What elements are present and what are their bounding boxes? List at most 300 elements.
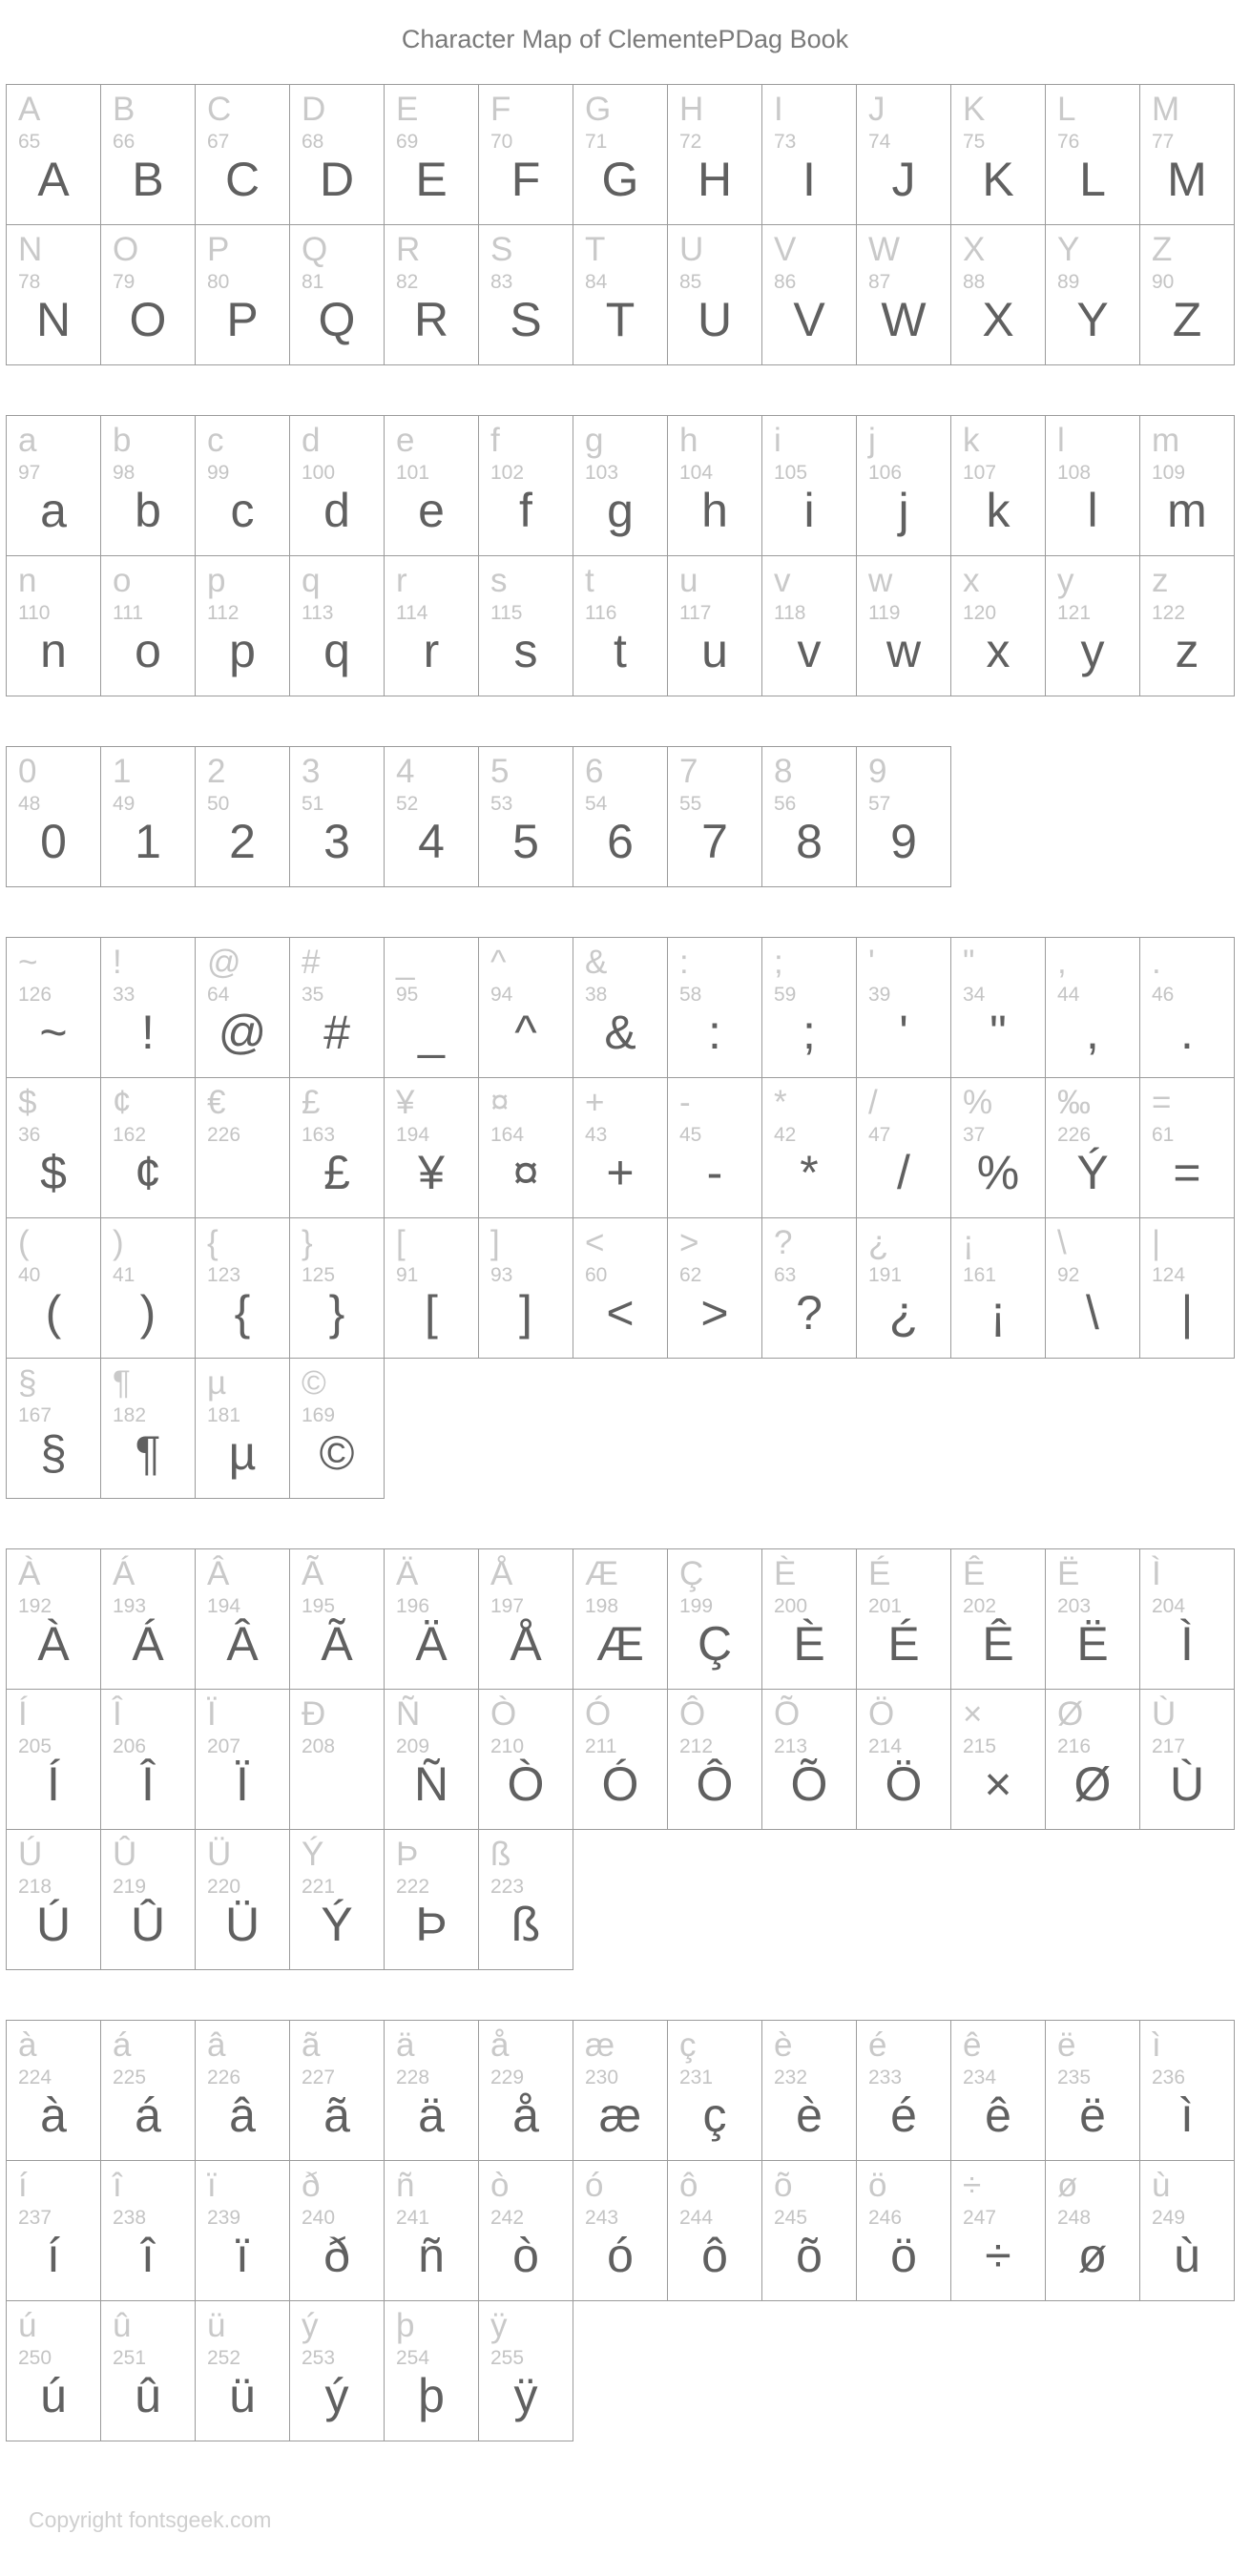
char-cell <box>856 224 951 365</box>
cell-char-code: 216 <box>1057 1735 1092 1757</box>
cell-char-label: ë <box>1057 2026 1076 2064</box>
cell-char-label: ! <box>113 944 122 981</box>
char-cell <box>667 555 762 696</box>
char-cell <box>1045 415 1140 556</box>
cell-char-code: 115 <box>490 602 523 624</box>
grid-row <box>7 1359 1250 1499</box>
cell-glyph: È <box>793 1617 825 1671</box>
cell-char-label: Á <box>113 1555 135 1592</box>
cell-glyph: ( <box>45 1286 62 1340</box>
cell-char-code: 198 <box>585 1595 619 1617</box>
cell-char-label: Ä <box>396 1555 419 1592</box>
cell-glyph: ; <box>802 1006 816 1059</box>
cell-glyph: p <box>229 624 256 677</box>
cell-char-code: 162 <box>113 1124 147 1146</box>
cell-char-label: F <box>490 91 511 128</box>
cell-char-label: " <box>963 944 975 981</box>
cell-char-code: 38 <box>585 984 608 1006</box>
cell-char-code: 63 <box>774 1264 797 1286</box>
cell-char-code: 181 <box>207 1404 241 1426</box>
cell-glyph: Ë <box>1076 1617 1109 1671</box>
cell-char-label: 4 <box>396 753 415 790</box>
cell-char-label: Ü <box>207 1836 232 1873</box>
cell-char-code: 61 <box>1152 1124 1175 1146</box>
char-cell <box>573 1217 668 1359</box>
cell-glyph: © <box>319 1426 355 1480</box>
cell-char-label: , <box>1057 944 1067 981</box>
cell-char-code: 90 <box>1152 271 1175 293</box>
char-cell <box>6 1217 101 1359</box>
cell-glyph: Ü <box>224 1898 260 1951</box>
cell-char-code: 106 <box>868 462 903 484</box>
cell-glyph: ô <box>701 2229 728 2282</box>
cell-glyph: À <box>37 1617 70 1671</box>
char-cell <box>100 415 196 556</box>
cell-char-label: t <box>585 562 594 599</box>
cell-char-code: 225 <box>113 2067 147 2088</box>
char-cell <box>950 937 1046 1078</box>
cell-char-code: 74 <box>868 131 891 153</box>
cell-char-code: 87 <box>868 271 891 293</box>
cell-char-label: = <box>1152 1084 1172 1121</box>
cell-glyph: ï <box>236 2229 249 2282</box>
cell-char-code: 204 <box>1152 1595 1186 1617</box>
cell-char-label: ' <box>868 944 875 981</box>
cell-glyph: L <box>1079 153 1106 206</box>
cell-char-code: 80 <box>207 271 230 293</box>
cell-char-code: 239 <box>207 2207 241 2229</box>
cell-char-label: x <box>963 562 980 599</box>
cell-char-label: 5 <box>490 753 510 790</box>
char-cell <box>289 1358 385 1499</box>
cell-char-code: 77 <box>1152 131 1175 153</box>
cell-char-label: m <box>1152 422 1180 459</box>
char-cell <box>100 1689 196 1830</box>
cell-char-label: i <box>774 422 781 459</box>
cell-char-code: 48 <box>18 793 41 815</box>
cell-glyph: õ <box>796 2229 823 2282</box>
char-cell <box>1045 1077 1140 1218</box>
cell-char-code: 124 <box>1152 1264 1186 1286</box>
char-cell <box>573 555 668 696</box>
cell-char-label: R <box>396 231 421 268</box>
cell-char-code: 46 <box>1152 984 1175 1006</box>
cell-char-code: 226 <box>1057 1124 1092 1146</box>
grid-row <box>7 1218 1250 1359</box>
cell-char-code: 75 <box>963 131 986 153</box>
char-cell <box>289 1548 385 1690</box>
cell-char-code: 95 <box>396 984 419 1006</box>
cell-char-label: Ó <box>585 1695 612 1733</box>
char-cell <box>856 84 951 225</box>
char-cell <box>478 1077 573 1218</box>
cell-char-label: × <box>963 1695 983 1733</box>
grid-row <box>7 225 1250 365</box>
cell-char-code: 39 <box>868 984 891 1006</box>
cell-char-code: 81 <box>302 271 324 293</box>
cell-glyph: Æ <box>596 1617 644 1671</box>
cell-glyph: , <box>1086 1006 1099 1059</box>
cell-glyph: " <box>990 1006 1007 1059</box>
cell-char-label: T <box>585 231 606 268</box>
cell-char-code: 91 <box>396 1264 419 1286</box>
char-cell <box>761 1548 857 1690</box>
cell-char-code: 246 <box>868 2207 903 2229</box>
cell-char-code: 251 <box>113 2347 147 2369</box>
cell-char-label: ã <box>302 2026 321 2064</box>
cell-char-label: ó <box>585 2167 604 2204</box>
cell-glyph: n <box>40 624 67 677</box>
char-cell <box>1045 937 1140 1078</box>
cell-glyph: / <box>897 1146 910 1199</box>
char-cell <box>6 2160 101 2301</box>
cell-char-code: 163 <box>302 1124 336 1146</box>
char-cell <box>478 224 573 365</box>
cell-glyph: û <box>135 2369 161 2422</box>
cell-char-code: 101 <box>396 462 430 484</box>
cell-char-label: u <box>679 562 698 599</box>
cell-glyph: ¢ <box>135 1146 161 1199</box>
char-cell <box>195 746 290 887</box>
cell-glyph: C <box>224 153 260 206</box>
cell-char-code: 236 <box>1152 2067 1186 2088</box>
cell-char-label: µ <box>207 1364 227 1402</box>
char-cell <box>478 746 573 887</box>
cell-char-label: n <box>18 562 37 599</box>
cell-char-label: ñ <box>396 2167 415 2204</box>
char-cell <box>667 937 762 1078</box>
cell-glyph: Õ <box>790 1757 828 1811</box>
cell-glyph: j <box>898 484 909 537</box>
cell-char-code: 199 <box>679 1595 714 1617</box>
cell-char-code: 55 <box>679 793 702 815</box>
char-cell <box>6 1077 101 1218</box>
cell-char-code: 36 <box>18 1124 41 1146</box>
cell-glyph: Á <box>132 1617 164 1671</box>
char-cell <box>6 415 101 556</box>
cell-char-code: 56 <box>774 793 797 815</box>
cell-glyph: þ <box>418 2369 445 2422</box>
cell-glyph: P <box>226 293 259 346</box>
cell-char-code: 35 <box>302 984 324 1006</box>
cell-glyph: 0 <box>40 815 67 868</box>
copyright-footer: Copyright fontsgeek.com <box>29 2507 272 2532</box>
cell-char-code: 107 <box>963 462 997 484</box>
cell-char-label: ï <box>207 2167 217 2204</box>
cell-char-code: 108 <box>1057 462 1092 484</box>
char-cell <box>478 2160 573 2301</box>
char-cell <box>1139 1077 1235 1218</box>
char-cell <box>384 555 479 696</box>
char-cell <box>950 224 1046 365</box>
char-cell <box>761 746 857 887</box>
cell-char-label: Ò <box>490 1695 517 1733</box>
char-cell <box>289 1077 385 1218</box>
cell-char-label: { <box>207 1224 219 1261</box>
cell-char-label: Æ <box>585 1555 618 1592</box>
cell-char-label: v <box>774 562 791 599</box>
cell-char-code: 109 <box>1152 462 1186 484</box>
char-cell <box>478 2020 573 2161</box>
cell-char-code: 212 <box>679 1735 714 1757</box>
cell-char-label: ‰ <box>1057 1084 1091 1121</box>
char-cell <box>6 1358 101 1499</box>
cell-char-code: 234 <box>963 2067 997 2088</box>
char-cell <box>573 415 668 556</box>
cell-char-label: e <box>396 422 415 459</box>
cell-glyph: â <box>229 2088 256 2142</box>
char-cell <box>950 1217 1046 1359</box>
cell-char-code: 231 <box>679 2067 714 2088</box>
cell-char-code: 84 <box>585 271 608 293</box>
char-cell <box>856 1548 951 1690</box>
char-cell <box>1139 1217 1235 1359</box>
char-cell <box>100 1548 196 1690</box>
char-cell <box>856 1217 951 1359</box>
char-cell <box>667 1077 762 1218</box>
cell-char-code: 85 <box>679 271 702 293</box>
cell-char-code: 66 <box>113 131 135 153</box>
char-cell <box>1139 415 1235 556</box>
cell-char-label: 9 <box>868 753 887 790</box>
cell-glyph: o <box>135 624 161 677</box>
cell-glyph: ü <box>229 2369 256 2422</box>
cell-char-label: ÿ <box>490 2307 508 2344</box>
cell-char-label: Ç <box>679 1555 704 1592</box>
cell-glyph: Y <box>1076 293 1109 346</box>
char-cell <box>100 746 196 887</box>
cell-char-label: K <box>963 91 986 128</box>
char-cell <box>1045 1689 1140 1830</box>
char-cell <box>195 1077 290 1218</box>
cell-char-code: 98 <box>113 462 135 484</box>
cell-glyph: O <box>129 293 167 346</box>
char-cell <box>761 1689 857 1830</box>
cell-char-label: ß <box>490 1836 511 1873</box>
cell-char-code: 237 <box>18 2207 52 2229</box>
cell-glyph: Q <box>318 293 356 346</box>
cell-glyph: Ö <box>885 1757 923 1811</box>
cell-char-code: 76 <box>1057 131 1080 153</box>
cell-char-code: 54 <box>585 793 608 815</box>
cell-char-code: 182 <box>113 1404 147 1426</box>
cell-char-code: 94 <box>490 984 513 1006</box>
cell-char-label: 3 <box>302 753 321 790</box>
char-cell <box>856 555 951 696</box>
cell-glyph: t <box>614 624 627 677</box>
cell-glyph: } <box>328 1286 345 1340</box>
cell-char-code: 245 <box>774 2207 808 2229</box>
cell-char-label: G <box>585 91 612 128</box>
cell-glyph: F <box>510 153 541 206</box>
cell-char-label: * <box>774 1084 787 1121</box>
cell-char-code: 249 <box>1152 2207 1186 2229</box>
char-cell <box>1045 1548 1140 1690</box>
cell-glyph: ÷ <box>985 2229 1011 2282</box>
cell-glyph: h <box>701 484 728 537</box>
cell-glyph: 8 <box>796 815 823 868</box>
char-cell <box>1045 84 1140 225</box>
cell-char-label: ¿ <box>868 1224 889 1261</box>
cell-glyph: V <box>793 293 825 346</box>
char-cell <box>100 555 196 696</box>
grid-row <box>7 1078 1250 1218</box>
cell-glyph: l <box>1087 484 1098 537</box>
cell-char-label: ð <box>302 2167 321 2204</box>
char-cell <box>950 1548 1046 1690</box>
cell-glyph: ÿ <box>513 2369 538 2422</box>
char-cell <box>950 84 1046 225</box>
char-cell <box>6 937 101 1078</box>
cell-char-code: 208 <box>302 1735 336 1757</box>
cell-char-label: - <box>679 1084 691 1121</box>
cell-glyph: è <box>796 2088 823 2142</box>
cell-char-label: ; <box>774 944 783 981</box>
cell-glyph: ¶ <box>135 1426 161 1480</box>
char-cell <box>478 415 573 556</box>
cell-char-code: 118 <box>774 602 806 624</box>
cell-char-label: % <box>963 1084 993 1121</box>
cell-char-label: Ø <box>1057 1695 1084 1733</box>
cell-char-label: Q <box>302 231 328 268</box>
cell-glyph: ã <box>323 2088 350 2142</box>
cell-char-label: _ <box>396 944 415 981</box>
cell-glyph: B <box>132 153 164 206</box>
char-cell <box>6 1689 101 1830</box>
cell-char-code: 227 <box>302 2067 336 2088</box>
cell-char-label: Å <box>490 1555 513 1592</box>
cell-char-code: 196 <box>396 1595 430 1617</box>
char-grid-digits <box>6 746 1250 887</box>
cell-char-label: B <box>113 91 135 128</box>
grid-row <box>7 2301 1250 2441</box>
cell-glyph: ò <box>512 2229 539 2282</box>
cell-char-label: û <box>113 2307 132 2344</box>
cell-char-label: C <box>207 91 232 128</box>
cell-char-code: 233 <box>868 2067 903 2088</box>
cell-glyph: : <box>708 1006 721 1059</box>
cell-char-label: a <box>18 422 37 459</box>
char-cell <box>478 1548 573 1690</box>
cell-glyph: & <box>604 1006 636 1059</box>
char-cell <box>573 2020 668 2161</box>
cell-char-code: 117 <box>679 602 712 624</box>
char-cell <box>856 2160 951 2301</box>
char-cell <box>1139 224 1235 365</box>
cell-char-label: E <box>396 91 419 128</box>
cell-char-label: ö <box>868 2167 887 2204</box>
cell-char-code: 73 <box>774 131 797 153</box>
grid-row <box>7 1830 1250 1970</box>
cell-char-code: 201 <box>868 1595 903 1617</box>
cell-char-code: 191 <box>868 1264 903 1286</box>
char-cell <box>573 2160 668 2301</box>
cell-char-label: H <box>679 91 704 128</box>
cell-glyph: ^ <box>514 1006 537 1059</box>
cell-glyph: 7 <box>701 815 728 868</box>
cell-char-label: Í <box>18 1695 28 1733</box>
cell-char-label: ( <box>18 1224 30 1261</box>
char-cell <box>856 937 951 1078</box>
cell-glyph: k <box>986 484 1010 537</box>
cell-glyph: Z <box>1172 293 1202 346</box>
cell-char-code: 220 <box>207 1876 241 1898</box>
char-cell <box>384 1829 479 1970</box>
cell-char-code: 40 <box>18 1264 41 1286</box>
cell-glyph: Ì <box>1180 1617 1194 1671</box>
cell-char-label: ÷ <box>963 2167 982 2204</box>
cell-glyph: S <box>510 293 542 346</box>
cell-char-code: 51 <box>302 793 324 815</box>
char-cell <box>667 224 762 365</box>
cell-char-label: d <box>302 422 321 459</box>
cell-char-code: 223 <box>490 1876 525 1898</box>
char-cell <box>384 224 479 365</box>
cell-char-label: Ï <box>207 1695 217 1733</box>
cell-char-code: 232 <box>774 2067 808 2088</box>
cell-glyph: ù <box>1174 2229 1200 2282</box>
char-cell <box>289 746 385 887</box>
cell-glyph: \ <box>1086 1286 1099 1340</box>
cell-char-code: 205 <box>18 1735 52 1757</box>
cell-char-label: Þ <box>396 1836 419 1873</box>
cell-char-label: ì <box>1152 2026 1161 2064</box>
cell-glyph: ó <box>607 2229 634 2282</box>
cell-glyph: + <box>606 1146 635 1199</box>
cell-glyph: ß <box>510 1898 541 1951</box>
cell-char-label: S <box>490 231 513 268</box>
cell-char-label: 2 <box>207 753 226 790</box>
char-cell <box>1139 937 1235 1078</box>
cell-char-code: 123 <box>207 1264 241 1286</box>
cell-char-label: I <box>774 91 783 128</box>
cell-glyph: ä <box>418 2088 445 2142</box>
cell-char-label: ø <box>1057 2167 1078 2204</box>
cell-char-code: 68 <box>302 131 324 153</box>
char-cell <box>6 84 101 225</box>
cell-char-code: 72 <box>679 131 702 153</box>
cell-char-code: 79 <box>113 271 135 293</box>
cell-glyph: H <box>697 153 733 206</box>
cell-glyph: Å <box>510 1617 542 1671</box>
char-cell <box>856 746 951 887</box>
cell-char-code: 41 <box>113 1264 135 1286</box>
cell-glyph: @ <box>218 1006 267 1059</box>
char-cell <box>289 555 385 696</box>
cell-glyph: Þ <box>415 1898 448 1951</box>
grid-row <box>7 747 1250 887</box>
grid-row <box>7 556 1250 696</box>
char-cell <box>100 2300 196 2441</box>
char-cell <box>761 937 857 1078</box>
cell-char-code: 235 <box>1057 2067 1092 2088</box>
cell-char-label: ) <box>113 1224 124 1261</box>
grid-row <box>7 1690 1250 1830</box>
cell-glyph: r <box>423 624 440 677</box>
cell-char-code: 62 <box>679 1264 702 1286</box>
cell-glyph: - <box>706 1146 723 1199</box>
char-cell <box>289 2160 385 2301</box>
cell-char-label: L <box>1057 91 1076 128</box>
cell-char-code: 243 <box>585 2207 619 2229</box>
char-cell <box>761 2160 857 2301</box>
char-cell <box>195 2300 290 2441</box>
cell-glyph: É <box>887 1617 920 1671</box>
char-cell <box>1139 2020 1235 2161</box>
char-cell <box>856 1077 951 1218</box>
cell-glyph: U <box>697 293 733 346</box>
cell-char-label: á <box>113 2026 132 2064</box>
